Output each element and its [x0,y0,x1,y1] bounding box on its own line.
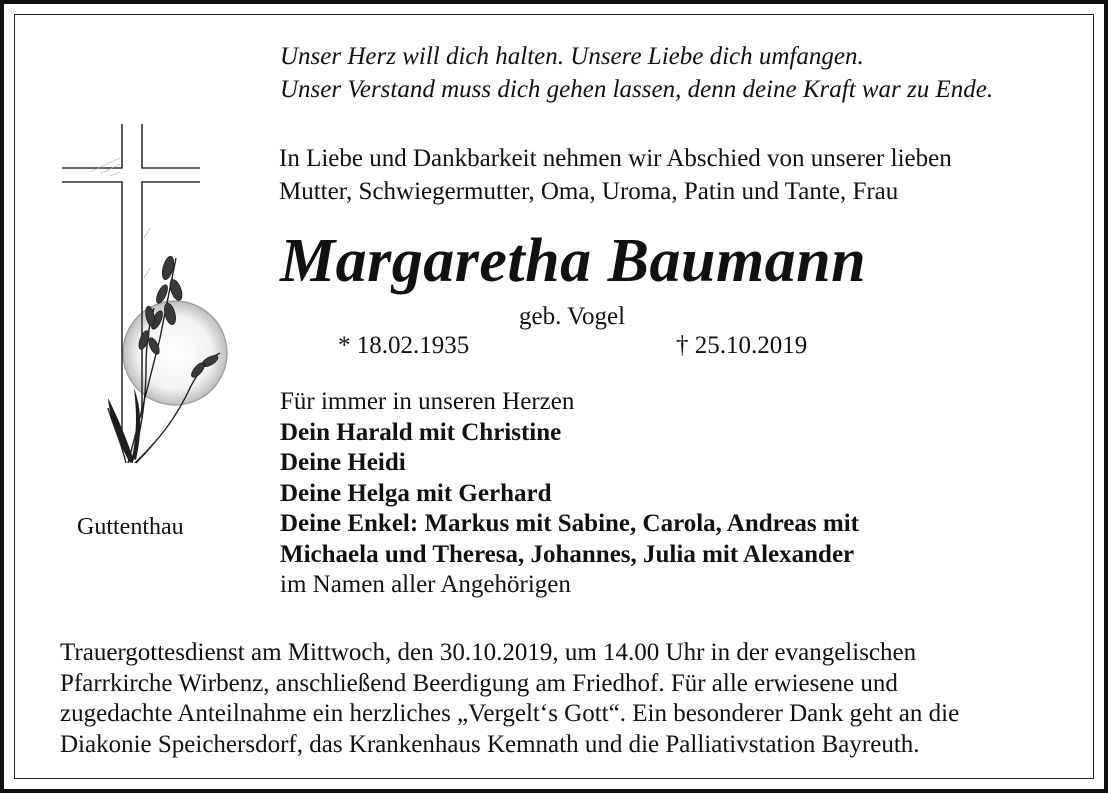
mourners-line: Deine Enkel: Markus mit Sabine, Carola, Andreas mit [280,510,859,537]
mourners-line: Michaela und Theresa, Johannes, Julia mit Alexander [280,540,855,568]
verse-line: Unser Herz will dich halten. Unsere Liebe dich umfangen. [280,43,864,70]
death-date: † 25.10.2019 [676,332,808,359]
mourners-line: Deine Heidi [280,449,406,476]
mourners-list [280,387,859,601]
verse [280,40,993,106]
service-line: Trauergottesdienst am Mittwoch, den 30.10.2019, um 14.00 Uhr in der evangelischen [60,639,917,666]
mourners-line: Deine Helga mit Gerhard [280,479,552,507]
intro-line: In Liebe und Dankbarkeit nehmen wir Abschied von unserer lieben [279,145,952,172]
service-info [60,638,959,760]
deceased-name: Margaretha Baumann [280,227,867,295]
intro-text [279,142,952,208]
service-line: zugedachte Anteilnahme ein herzliches „Vergelt‘s Gott“. Ein besonderer Dank geht an die [60,700,960,727]
service-line: Diakonie Speichersdorf, das Krankenhaus Kemnath und die Palliativstation Bayreuth. [60,730,920,758]
verse-line: Unser Verstand muss dich gehen lassen, denn deine Kraft war zu Ende. [280,76,994,103]
birth-date: * 18.02.1935 [338,332,470,359]
mourners-line: Für immer in unseren Herzen [280,388,575,415]
cross-with-wheat-and-sun-icon [50,118,255,478]
mourners-line: im Namen aller Angehörigen [280,571,571,598]
service-line: Pfarrkirche Wirbenz, anschließend Beerdigung am Friedhof. Für alle erwiesene und [60,669,898,697]
place-name: Guttenthau [77,514,184,540]
mourners-line: Dein Harald mit Christine [280,418,562,446]
cross-shading [90,158,150,278]
intro-line: Mutter, Schwiegermutter, Oma, Uroma, Patin und Tante, Frau [279,178,899,205]
maiden-name: geb. Vogel [519,303,626,330]
